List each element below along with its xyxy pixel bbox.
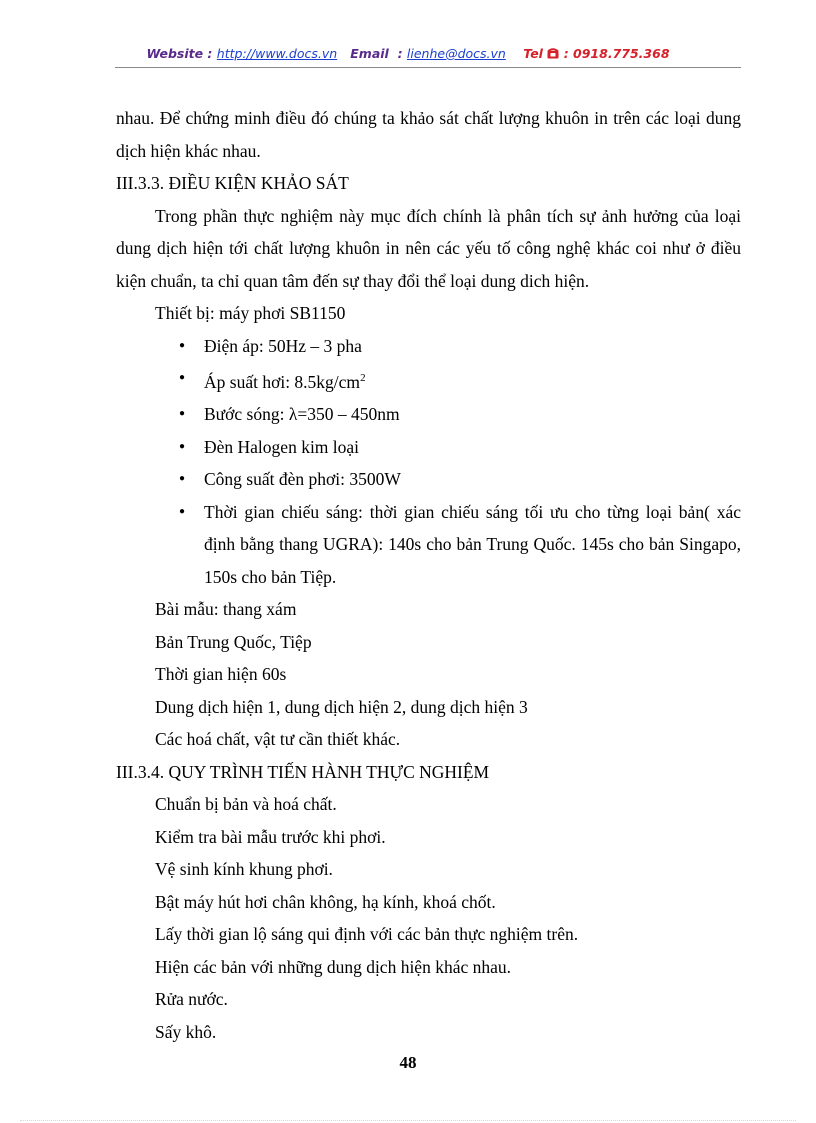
website-label: Website :: [146, 46, 213, 61]
list-item: [204, 362, 741, 398]
procedure-step: Sấy khô.: [155, 1021, 217, 1042]
pressure-text: Áp suất hơi: 8.5kg/cm: [204, 371, 361, 392]
website-link[interactable]: http://www.docs.vn: [216, 46, 338, 61]
page-number: 48: [399, 1053, 417, 1072]
document-body: [116, 102, 741, 1048]
solutions-line: Dung dịch hiện 1, dung dịch hiện 2, dung dịch hiện 3: [155, 696, 528, 717]
procedure-step: Chuẩn bị bản và hoá chất.: [155, 794, 337, 815]
email-link[interactable]: lienhe@docs.vn: [406, 46, 506, 61]
list-item: ● Thời gian chiếu sáng: thời gian chiếu sáng tối ưu cho từng loại bản( xác định bằng thang UGRA): 140s cho bản Trung Quốc. 145s cho bản Singapo, 150s cho bản Tiệp.: [204, 496, 741, 594]
chemicals-line: Các hoá chất, vật tư cần thiết khác.: [155, 729, 401, 750]
phone-icon: [547, 46, 563, 61]
list-item: ● Bước sóng: λ=350 – 450nm: [204, 398, 741, 431]
procedure-step: Rửa nước.: [155, 989, 228, 1010]
list-item: ● Điện áp: 50Hz – 3 pha: [204, 330, 741, 363]
procedure-step: Vệ sinh kính khung phơi.: [155, 859, 333, 880]
header-divider: [115, 67, 741, 68]
equipment-spec-list: [116, 330, 741, 594]
email-separator: :: [397, 46, 403, 61]
section-heading-procedure: III.3.4. QUY TRÌNH TIẾN HÀNH THỰC NGHIỆM: [116, 761, 490, 782]
list-item: ● Đèn Halogen kim loại: [204, 431, 741, 464]
email-label: Email: [350, 46, 389, 61]
tel-label: Tel: [523, 46, 543, 61]
procedure-step: Lấy thời gian lộ sáng qui định với các bản thực nghiệm trên.: [155, 924, 579, 945]
list-item: ● Công suất đèn phơi: 3500W: [204, 463, 741, 496]
plates-line: Bản Trung Quốc, Tiệp: [155, 631, 312, 652]
paragraph-experiment-purpose: Trong phần thực nghiệm này mục đích chính là phân tích sự ảnh hưởng của loại dung dịch hiện tới chất lượng khuôn in nên các yếu tố công nghệ khác coi như ở điều kiện chuẩn, ta chỉ quan tâm đến sự thay đổi thể loại dung dich hiện.: [116, 205, 741, 291]
footer-divider: [20, 1120, 796, 1121]
tel-number[interactable]: : 0918.775.368: [563, 46, 670, 61]
procedure-step: Kiểm tra bài mẫu trước khi phơi.: [155, 826, 386, 847]
procedure-step: Hiện các bản với những dung dịch hiện khác nhau.: [155, 956, 511, 977]
development-time-line: Thời gian hiện 60s: [155, 664, 287, 685]
sample-line: Bài mẫu: thang xám: [155, 599, 297, 620]
procedure-step: Bật máy hút hơi chân không, hạ kính, khoá chốt.: [155, 891, 496, 912]
superscript: 2: [360, 372, 366, 384]
page-header: [0, 46, 816, 61]
paragraph-intro: nhau. Để chứng minh điều đó chúng ta khảo sát chất lượng khuôn in trên các loại dung dịch hiện khác nhau.: [116, 108, 741, 161]
section-heading-survey-conditions: III.3.3. ĐIỀU KIỆN KHẢO SÁT: [116, 173, 349, 193]
equipment-line: Thiết bị: máy phơi SB1150: [155, 303, 346, 323]
